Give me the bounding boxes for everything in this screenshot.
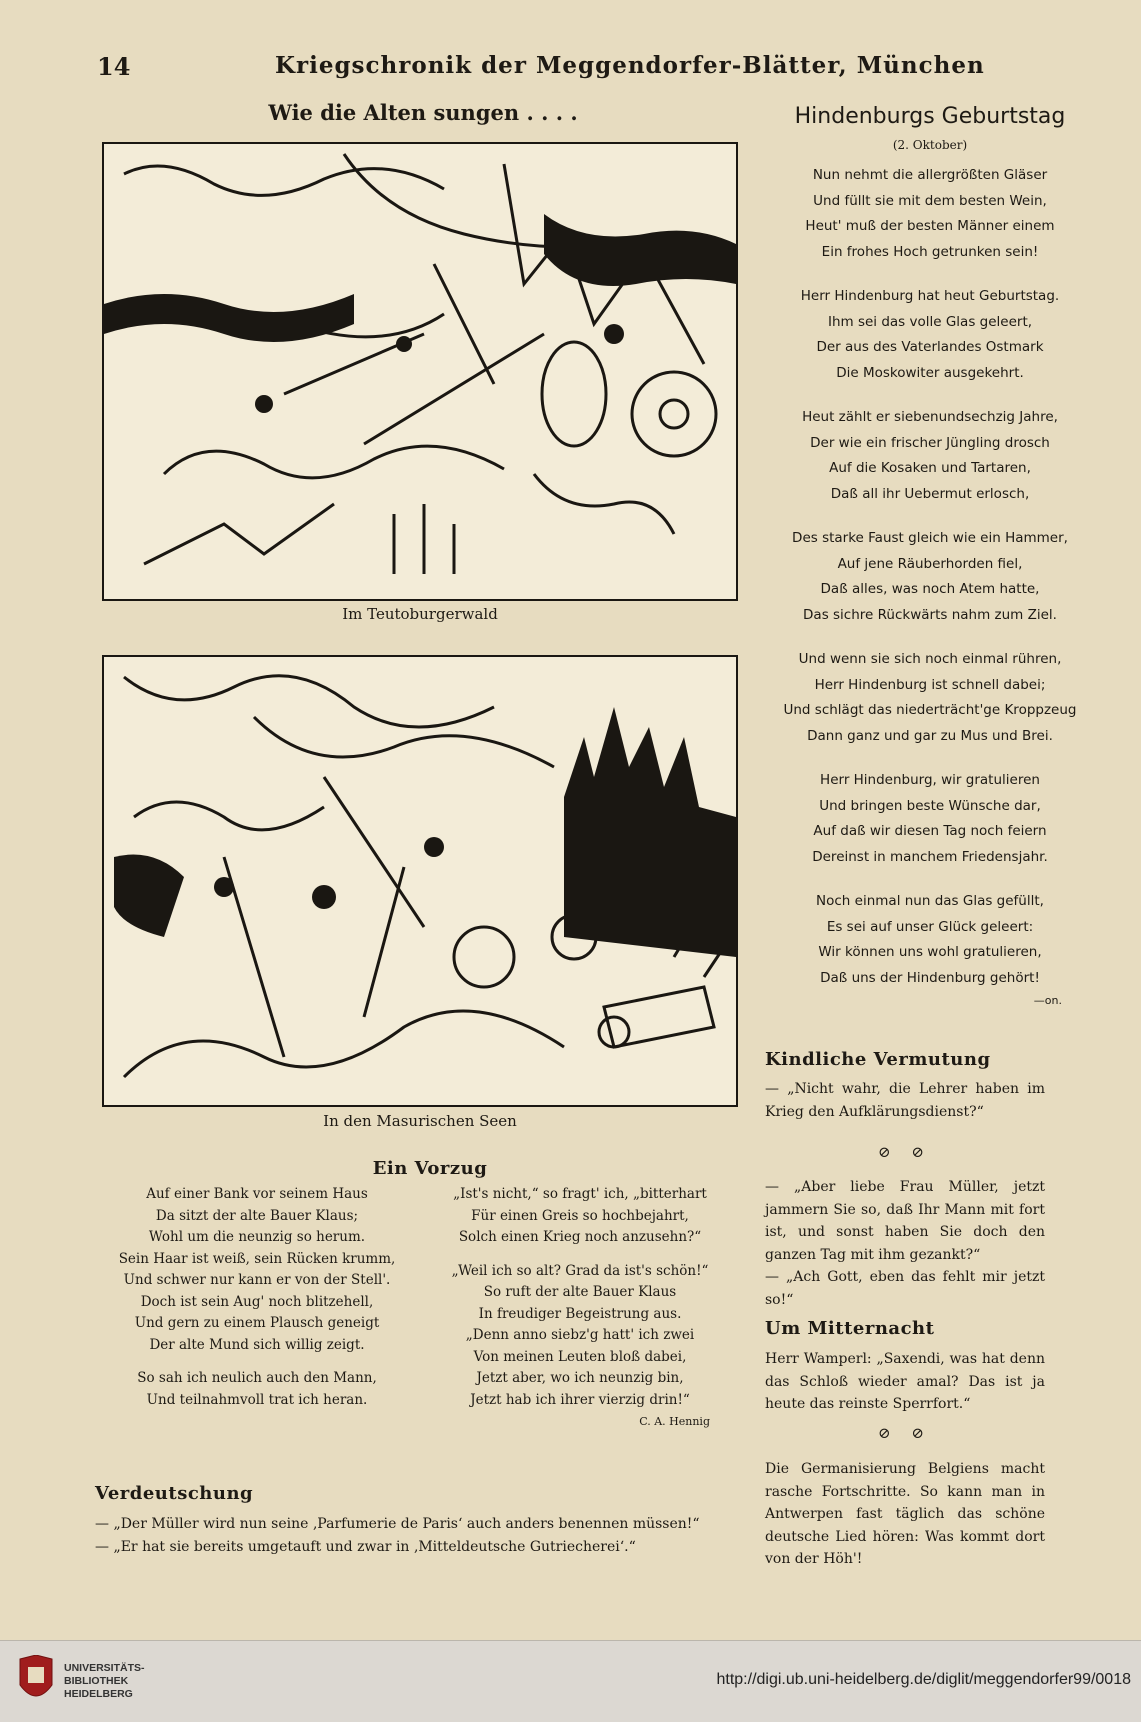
poem-stanza	[770, 284, 1090, 386]
poem-stanza	[770, 768, 1090, 870]
poem-title: Hindenburgs Geburtstag	[794, 104, 1066, 129]
verse-line: Von meinen Leuten bloß dabei,	[473, 1348, 687, 1365]
poem-stanza	[770, 163, 1090, 265]
mitternacht-title: Um Mitternacht	[765, 1318, 935, 1339]
ornament-divider: ⊘ ⊘	[878, 1143, 932, 1161]
university-logo-icon	[16, 1655, 56, 1712]
dialogue-line: — „Ach Gott, eben das fehlt mir jetzt so!“	[765, 1269, 1045, 1308]
library-footer	[0, 1640, 1141, 1722]
hindenburg-poem	[770, 163, 1090, 1009]
vorzug-author: C. A. Hennig	[639, 1415, 710, 1428]
poem-line: Daß uns der Hindenburg gehört!	[820, 969, 1040, 986]
vorzug-column-2	[420, 1184, 740, 1433]
caption-masurische-seen: In den Masurischen Seen	[323, 1112, 517, 1130]
poem-line: Dann ganz und gar zu Mus und Brei.	[807, 727, 1053, 744]
verse-line: Wohl um die neunzig so herum.	[148, 1229, 366, 1245]
poem-line: Die Moskowiter ausgekehrt.	[836, 364, 1024, 381]
dialogue-line: — „Der Müller wird nun seine ‚Parfumerie de Paris‘ auch anders benennen müssen!“	[95, 1516, 700, 1532]
verdeutschung-title: Verdeutschung	[95, 1483, 254, 1504]
library-name	[64, 1662, 145, 1701]
verse-line: Sein Haar ist weiß, sein Rücken krumm,	[118, 1250, 396, 1267]
verse-line: „Denn anno siebz'g hatt' ich zwei	[465, 1327, 695, 1343]
verse-line: „Weil ich so alt? Grad da ist's schön!“	[451, 1262, 709, 1279]
poem-line: Wir können uns wohl gratulieren,	[818, 944, 1042, 960]
poem-line: Auf jene Räuberhorden fiel,	[837, 555, 1023, 572]
battle-drawing-1	[104, 144, 736, 599]
kindliche-title: Kindliche Vermutung	[765, 1049, 991, 1070]
poem-line: Das sichre Rückwärts nahm zum Ziel.	[803, 606, 1057, 623]
dialogue-line: — „Er hat sie bereits umgetauft und zwar in ‚Mitteldeutsche Gutriecherei‘.“	[95, 1538, 636, 1555]
poem-line: Auf die Kosaken und Tartaren,	[829, 460, 1031, 476]
verse-line: Für einen Greis so hochbejahrt,	[471, 1207, 689, 1224]
verse-line: „Ist's nicht,“ so fragt' ich, „bitterhart	[453, 1186, 707, 1202]
poem-line: Und bringen beste Wünsche dar,	[819, 797, 1041, 814]
poem-line: Ihm sei das volle Glas geleert,	[827, 313, 1033, 330]
illustration-masurische-seen	[102, 655, 738, 1107]
illustration-teutoburgerwald	[102, 142, 738, 601]
verdeutschung-text	[95, 1513, 727, 1558]
ornament-divider: ⊘ ⊘	[878, 1424, 932, 1442]
dialogue-line: — „Aber liebe Frau Müller, jetzt jammern Sie so, daß Ihr Mann mit fort ist, und sonst haben Sie doch den ganzen Tag mit ihm gezankt?“	[765, 1179, 1045, 1263]
poem-line: Daß all ihr Uebermut erlosch,	[830, 485, 1030, 502]
verse-line: So sah ich neulich auch den Mann,	[137, 1370, 377, 1386]
library-name-line: UNIVERSITÄTS-	[64, 1662, 145, 1674]
kindliche-text: — „Nicht wahr, die Lehrer haben im Krieg den Aufklärungsdienst?“	[765, 1081, 1045, 1120]
verse-line: Und gern zu einem Plausch geneigt	[134, 1315, 380, 1331]
verse-line: Der alte Mund sich willig zeigt.	[149, 1336, 365, 1353]
poem-line: Es sei auf unser Glück geleert:	[826, 918, 1034, 935]
poem-line: Heut zählt er siebenundsechzig Jahre,	[802, 409, 1058, 425]
verse-line: Jetzt aber, wo ich neunzig bin,	[476, 1370, 684, 1386]
poem-line: Und füllt sie mit dem besten Wein,	[813, 192, 1047, 209]
library-name-line: HEIDELBERG	[64, 1688, 133, 1700]
illustrations-title: Wie die Alten sungen . . . .	[268, 100, 578, 125]
verse-line: Solch einen Krieg noch anzusehn?“	[458, 1229, 702, 1245]
verse-line: Und teilnahmvoll trat ich heran.	[146, 1391, 368, 1408]
verse-line: Doch ist sein Aug' noch blitzehell,	[140, 1293, 374, 1310]
poem-stanza	[770, 889, 1090, 991]
poem-line: Ein frohes Hoch getrunken sein!	[821, 243, 1039, 260]
mitternacht-text: Herr Wamperl: „Saxendi, was hat denn das Schloß wieder amal? Das ist ja heute das reinste Sperrfort.“	[765, 1351, 1045, 1412]
poem-line: Nun nehmt die allergrößten Gläser	[812, 167, 1048, 183]
verse-line: Auf einer Bank vor seinem Haus	[146, 1186, 368, 1202]
verse-gap	[420, 1249, 740, 1261]
battle-drawing-2	[104, 657, 736, 1105]
poem-stanza	[770, 405, 1090, 507]
poem-line: Des starke Faust gleich wie ein Hammer,	[792, 530, 1068, 546]
verse-gap	[98, 1356, 416, 1368]
library-name-line: BIBLIOTHEK	[64, 1675, 129, 1687]
verse-line: Da sitzt der alte Bauer Klaus;	[155, 1207, 359, 1224]
poem-line: Noch einmal nun das Glas gefüllt,	[816, 893, 1044, 909]
caption-teutoburgerwald: Im Teutoburgerwald	[342, 605, 498, 623]
poem-line: Und schlägt das niederträcht'ge Kroppzeug	[783, 702, 1077, 718]
poem-line: Der wie ein frischer Jüngling drosch	[810, 434, 1050, 451]
running-title: Kriegschronik der Meggendorfer-Blätter, München	[275, 52, 985, 79]
poem-line: Herr Hindenburg hat heut Geburtstag.	[800, 288, 1060, 304]
belgien-text: Die Germanisierung Belgiens macht rasche Fortschritte. So kann man in Antwerpen fast täglich das schöne deutsche Lied hören: Was kommt dort von der Höh'!	[765, 1461, 1045, 1567]
poem-line: Auf daß wir diesen Tag noch feiern	[813, 823, 1047, 839]
mueller-text	[765, 1176, 1045, 1311]
poem-line: Heut' muß der besten Männer einem	[805, 218, 1055, 234]
source-url-link[interactable]: http://digi.ub.uni-heidelberg.de/diglit/meggendorfer99/0018	[716, 1671, 1131, 1688]
vorzug-column-1	[98, 1184, 416, 1411]
verse-line: So ruft der alte Bauer Klaus	[483, 1284, 677, 1300]
poem-subtitle: (2. Oktober)	[892, 138, 968, 152]
poem-signature: —on.	[1033, 994, 1062, 1007]
poem-line: Herr Hindenburg ist schnell dabei;	[814, 676, 1046, 693]
poem-line: Und wenn sie sich noch einmal rühren,	[798, 651, 1062, 667]
poem-stanza	[770, 526, 1090, 628]
verse-line: Und schwer nur kann er von der Stell'.	[123, 1272, 391, 1288]
page-number: 14	[97, 52, 131, 81]
verse-line: In freudiger Begeistrung aus.	[478, 1305, 682, 1322]
verse-line: Jetzt hab ich ihrer vierzig drin!“	[470, 1391, 690, 1408]
vorzug-title: Ein Vorzug	[372, 1158, 488, 1179]
poem-line: Der aus des Vaterlandes Ostmark	[816, 339, 1044, 355]
poem-line: Daß alles, was noch Atem hatte,	[820, 581, 1040, 597]
poem-line: Herr Hindenburg, wir gratulieren	[820, 772, 1040, 788]
poem-line: Dereinst in manchem Friedensjahr.	[812, 848, 1048, 865]
poem-stanza	[770, 647, 1090, 749]
